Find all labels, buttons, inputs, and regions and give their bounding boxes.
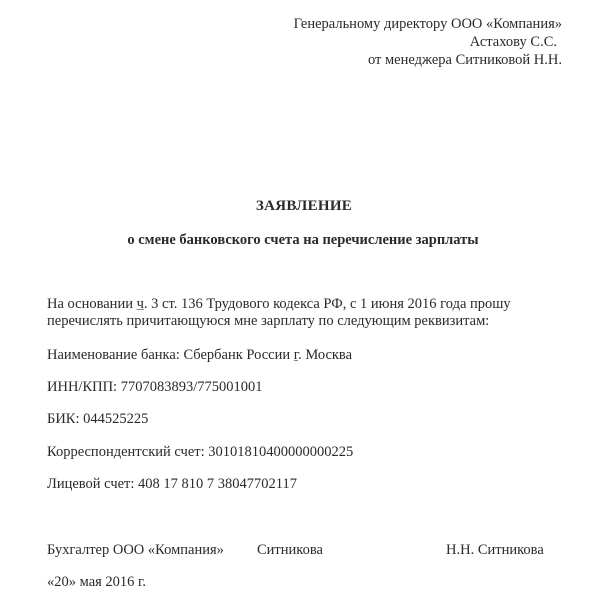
signature-mark: Ситникова bbox=[257, 542, 323, 558]
inn-kpp-line: ИНН/КПП: 7707083893/775001001 bbox=[47, 379, 263, 395]
signature-position: Бухгалтер ООО «Компания» bbox=[47, 542, 224, 558]
paragraph-text: На основании bbox=[47, 296, 137, 312]
spellcheck-marked-word: ч bbox=[136, 296, 144, 312]
corr-account-line: Корреспондентский счет: 30101810400000000225 bbox=[47, 444, 354, 460]
document-subtitle: о смене банковского счета на перечисление зарплаты bbox=[127, 232, 479, 248]
addressee-name: Астахову С.С. bbox=[469, 34, 557, 50]
bik-line: БИК: 044525225 bbox=[47, 411, 149, 427]
paragraph-text: . 3 ст. 136 Трудового кодекса РФ, с 1 июня 2016 года прошу bbox=[143, 296, 511, 312]
paragraph-line-2: перечислять причитающуюся мне зарплату по следующим реквизитам: bbox=[47, 313, 490, 329]
document-title: ЗАЯВЛЕНИЕ bbox=[255, 198, 353, 214]
recipient-line: Генеральному директору ООО «Компания» bbox=[293, 16, 562, 32]
bank-name-text: . Москва bbox=[298, 347, 353, 363]
personal-account-line: Лицевой счет: 408 17 810 7 38047702117 bbox=[47, 476, 297, 492]
document-header bbox=[294, 15, 562, 69]
spellcheck-marked-word: г bbox=[293, 347, 299, 363]
document-date: «20» мая 2016 г. bbox=[47, 574, 146, 590]
bank-name-line bbox=[47, 346, 352, 364]
sender-line: от менеджера Ситниковой Н.Н. bbox=[367, 52, 562, 68]
bank-name-text: Наименование банка: Сбербанк России bbox=[47, 347, 294, 363]
signature-full-name: Н.Н. Ситникова bbox=[446, 542, 544, 558]
paragraph-line-1 bbox=[47, 295, 511, 313]
